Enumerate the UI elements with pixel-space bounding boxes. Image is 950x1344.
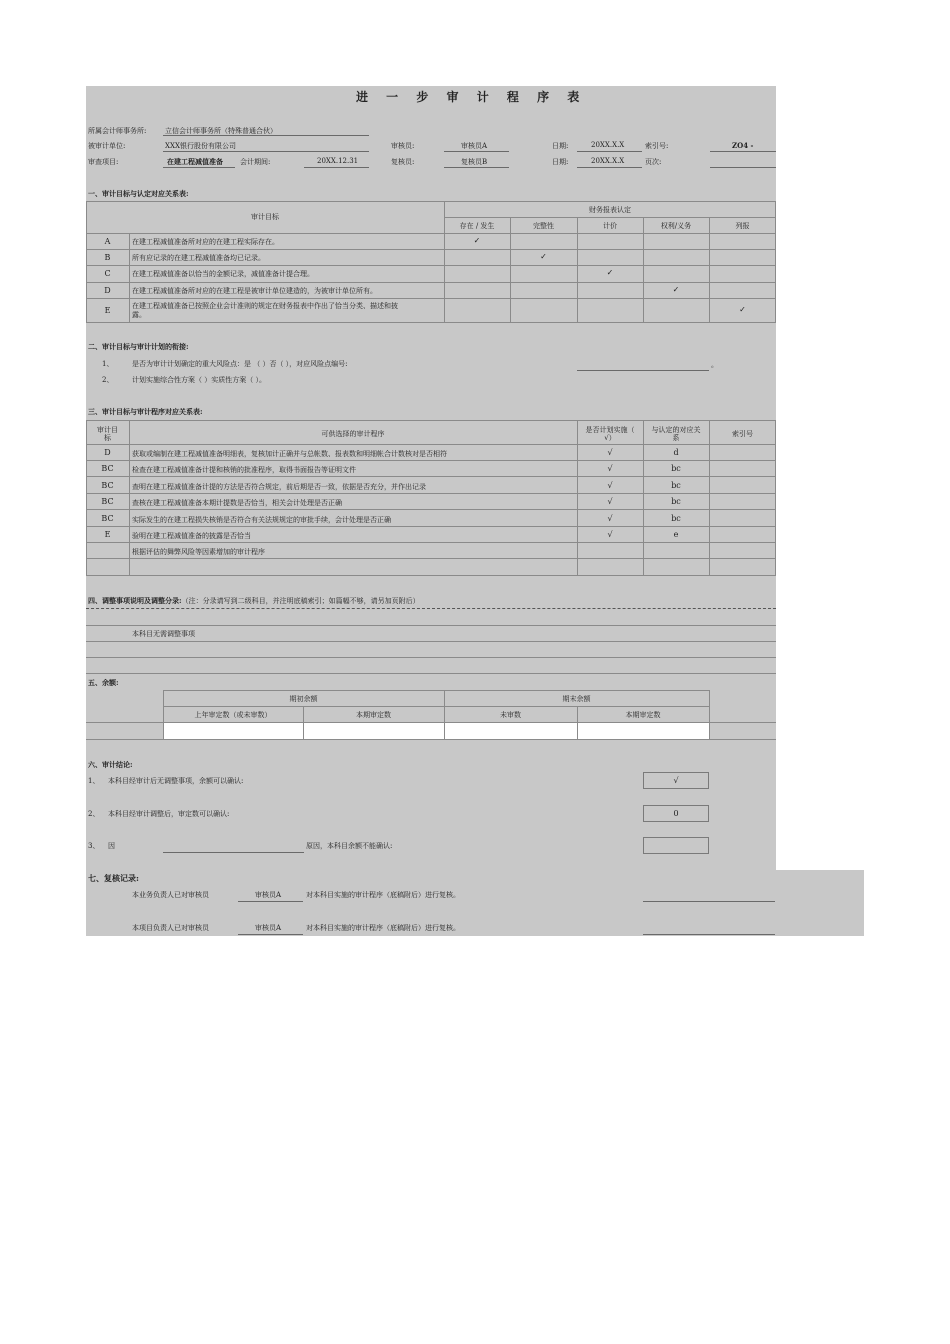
s3-col-assert-2: 系 — [672, 434, 680, 442]
section4-row-line — [86, 657, 776, 658]
s1-row-text: 在建工程减值准备所对应的在建工程实际存在。 — [132, 238, 279, 246]
conclusion2-box[interactable]: 0 — [643, 805, 709, 822]
s3-row-planned[interactable]: √ — [607, 530, 613, 539]
s3-row-proc: 查明在建工程减值准备计提的方法是否符合规定，前后期是否一致，依据是否充分，并作出记录 — [132, 483, 426, 491]
period-label: 会计期间: — [240, 158, 271, 166]
conclusion3-text: 原因，本科目余额不能确认: — [306, 842, 393, 850]
conclusion2-text: 本科目经审计调整后，审定数可以确认: — [108, 810, 230, 818]
balance-col-current: 本期审定数 — [356, 711, 391, 719]
review2-signature-line[interactable] — [643, 934, 775, 935]
audited-label: 被审计单位: — [88, 142, 126, 150]
s3-row-assert: bc — [671, 514, 681, 523]
s3-row-planned[interactable]: √ — [607, 448, 613, 457]
review1-name-underline — [238, 901, 303, 902]
s1-col-group: 财务报表认定 — [589, 206, 631, 214]
page-underline — [710, 167, 776, 168]
section5-title: 五、余额: — [88, 678, 119, 687]
s1-row-text: 在建工程减值准备以恰当的金额记录，减值准备计提合理。 — [132, 270, 314, 278]
check-mark: ✓ — [473, 236, 481, 245]
period-underline — [304, 167, 369, 168]
balance-group-closing: 期末余额 — [562, 695, 591, 703]
balance-col-prior: 上年审定数（或未审数） — [194, 711, 272, 719]
s3-col-assert-1: 与认定的对应关 — [651, 426, 701, 434]
section4-row-line — [86, 625, 776, 626]
review2-suffix: 对本科目实施的审计程序（底稿附后）进行复核。 — [306, 924, 460, 932]
s3-row-assert: e — [673, 530, 679, 539]
conclusion3-box[interactable] — [643, 837, 709, 854]
s3-row-proc: 查核在建工程减值准备本期计提数是否恰当，相关会计处理是否正确 — [132, 499, 342, 507]
s2-item1-text: 是否为审计计划确定的重大风险点：是 （ ）否（ ），对应风险点编号: — [132, 360, 348, 368]
s1-row-text-line1: 在建工程减值准备已按照企业会计准则的规定在财务报表中作出了恰当分类、描述和披 — [132, 302, 398, 310]
firm-label: 所属会计师事务所: — [88, 127, 147, 135]
s3-row-proc: 根据评估的舞弊风险等因素增加的审计程序 — [132, 548, 265, 556]
review2-name[interactable]: 审核员A — [255, 924, 282, 932]
balance-col-audited: 本期审定数 — [625, 711, 661, 719]
s3-row-goal: BC — [101, 464, 114, 473]
conclusion3-reason-underline[interactable] — [163, 852, 304, 853]
item-label: 审查项目: — [88, 158, 119, 166]
conclusion3-no: 3、 — [88, 842, 100, 850]
s1-col-rights: 权利/义务 — [660, 222, 692, 230]
auditor-value[interactable]: 审核员A — [461, 142, 488, 150]
s1-col-valuation: 计价 — [603, 222, 617, 230]
page-title: 进 一 步 审 计 程 序 表 — [356, 90, 587, 104]
section4-content[interactable]: 本科目无需调整事项 — [132, 630, 195, 638]
conclusion1-box[interactable]: √ — [643, 772, 709, 789]
date-label-2: 日期: — [552, 158, 569, 166]
s1-row-text: 在建工程减值准备所对应的在建工程是被审计单位建造的，为被审计单位所有。 — [132, 287, 377, 295]
firm-value[interactable]: 立信会计师事务所（特殊普通合伙） — [165, 127, 277, 135]
section7-title: 七、复核记录: — [88, 873, 139, 883]
section6-title: 六、审计结论: — [88, 760, 133, 769]
s3-row-planned[interactable]: √ — [607, 464, 613, 473]
auditor-underline — [444, 151, 509, 152]
s3-row-assert: bc — [671, 497, 681, 506]
s3-col-planned-1: 是否计划实施（ — [585, 426, 635, 434]
check-mark: ✓ — [739, 305, 746, 314]
worksheet-extension — [776, 870, 864, 936]
s1-row-code: A — [104, 237, 111, 246]
section3-title: 三、审计目标与审计程序对应关系表: — [88, 407, 203, 416]
s3-row-goal: E — [104, 530, 111, 539]
s3-col-goal-2: 标 — [104, 434, 111, 442]
review1-prefix: 本业务负责人已对审核员 — [132, 891, 209, 899]
s1-row-code: D — [104, 286, 111, 295]
check-mark: ✓ — [540, 252, 547, 261]
balance-group-opening: 期初余额 — [289, 695, 318, 703]
s3-row-planned[interactable]: √ — [607, 481, 613, 490]
date-value-1[interactable]: 20XX.X.X — [591, 141, 625, 149]
s3-row-assert: d — [673, 448, 679, 457]
conclusion3-prefix: 因 — [108, 842, 115, 850]
review2-prefix: 本项目负责人已对审核员 — [132, 924, 209, 932]
s1-row-code: C — [104, 269, 111, 278]
s3-col-proc: 可供选择的审计程序 — [321, 430, 385, 438]
review1-name[interactable]: 审核员A — [255, 891, 282, 899]
s3-row-planned[interactable]: √ — [607, 497, 613, 506]
s1-row-text-line2: 露。 — [132, 311, 146, 319]
date-label-1: 日期: — [552, 142, 569, 150]
s2-item1-end: 。 — [711, 361, 718, 369]
date-underline-2 — [577, 167, 642, 168]
conclusion1-no: 1、 — [88, 777, 100, 785]
s3-row-proc: 检查在建工程减值准备计提和核销的批准程序，取得书面报告等证明文件 — [132, 466, 356, 474]
risk-point-underline[interactable] — [577, 370, 709, 371]
date-underline-1 — [577, 151, 642, 152]
s3-row-goal: D — [104, 448, 111, 457]
firm-underline — [163, 135, 369, 136]
check-mark: ✓ — [606, 268, 614, 277]
audited-underline — [163, 151, 369, 152]
s1-col-complete: 完整性 — [533, 222, 554, 230]
page-label: 页次: — [645, 158, 662, 166]
reviewer-underline — [444, 167, 509, 168]
section4-dashed-divider — [86, 608, 776, 609]
s3-row-proc: 验明在建工程减值准备的披露是否恰当 — [132, 532, 251, 540]
balance-col-unaudited: 未审数 — [500, 711, 521, 719]
s3-row-proc: 实际发生的在建工程损失核销是否符合有关法规规定的审批手续，会计处理是否正确 — [132, 516, 391, 524]
section2-title: 二、审计目标与审计计划的衔接: — [88, 342, 189, 351]
s3-row-proc: 获取或编制在建工程减值准备明细表，复核加计正确并与总帐数、报表数和明细帐合计数核对是否相符 — [132, 450, 447, 458]
reviewer-label: 复核员: — [391, 158, 415, 166]
s2-item1-no: 1、 — [102, 360, 114, 368]
index-label: 索引号: — [645, 142, 669, 150]
section4-row-line — [86, 641, 776, 642]
section1-title: 一、审计目标与认定对应关系表: — [88, 189, 189, 198]
check-mark: ✓ — [672, 285, 680, 294]
s3-row-assert: bc — [671, 464, 681, 473]
s3-row-goal: BC — [101, 497, 114, 506]
index-underline — [710, 151, 776, 152]
s1-row-code: B — [104, 253, 111, 262]
s1-row-code: E — [104, 306, 111, 315]
conclusion1-text: 本科目经审计后无调整事项，余额可以确认: — [108, 777, 244, 785]
s1-col-goal: 审计目标 — [251, 213, 279, 221]
auditor-label: 审核员: — [391, 142, 415, 150]
conclusion2-no: 2、 — [88, 810, 100, 818]
s2-item2-text: 计划实施综合性方案（ ）实质性方案（ ）。 — [132, 376, 266, 384]
s3-row-planned[interactable]: √ — [607, 514, 613, 523]
section4-note: （注：分录请写到二级科目，并注明底稿索引；如篇幅不够，请另加页附后） — [181, 597, 420, 605]
section4-heading — [88, 596, 420, 606]
audited-value[interactable]: XXX银行股份有限公司 — [165, 142, 236, 150]
s1-col-presentation: 列报 — [735, 222, 750, 230]
reviewer-value[interactable]: 复核员B — [461, 158, 488, 166]
item-value[interactable]: 在建工程减值准备 — [167, 157, 223, 166]
review1-suffix: 对本科目实施的审计程序（底稿附后）进行复核。 — [306, 891, 460, 899]
s3-row-goal: BC — [101, 481, 114, 490]
s1-col-exist: 存在 / 发生 — [459, 222, 495, 230]
review2-name-underline — [238, 934, 303, 935]
s1-row-text: 所有应记录的在建工程减值准备均已记录。 — [132, 254, 265, 262]
section4-title: 四、调整事项说明及调整分录: — [88, 596, 182, 605]
review1-signature-line[interactable] — [643, 901, 775, 902]
s3-col-index: 索引号 — [732, 430, 753, 438]
s3-col-goal-1: 审计目 — [97, 426, 118, 434]
date-value-2[interactable]: 20XX.X.X — [591, 157, 625, 165]
s3-row-goal: BC — [101, 514, 114, 523]
s3-col-planned-2: √） — [604, 434, 616, 442]
item-underline — [163, 167, 235, 168]
index-value[interactable]: ZO4 - — [732, 141, 754, 150]
period-value[interactable]: 20XX.12.31 — [317, 157, 359, 165]
s2-item2-no: 2、 — [102, 376, 114, 384]
s3-row-assert: bc — [671, 481, 681, 490]
section4-row-line — [86, 673, 776, 674]
